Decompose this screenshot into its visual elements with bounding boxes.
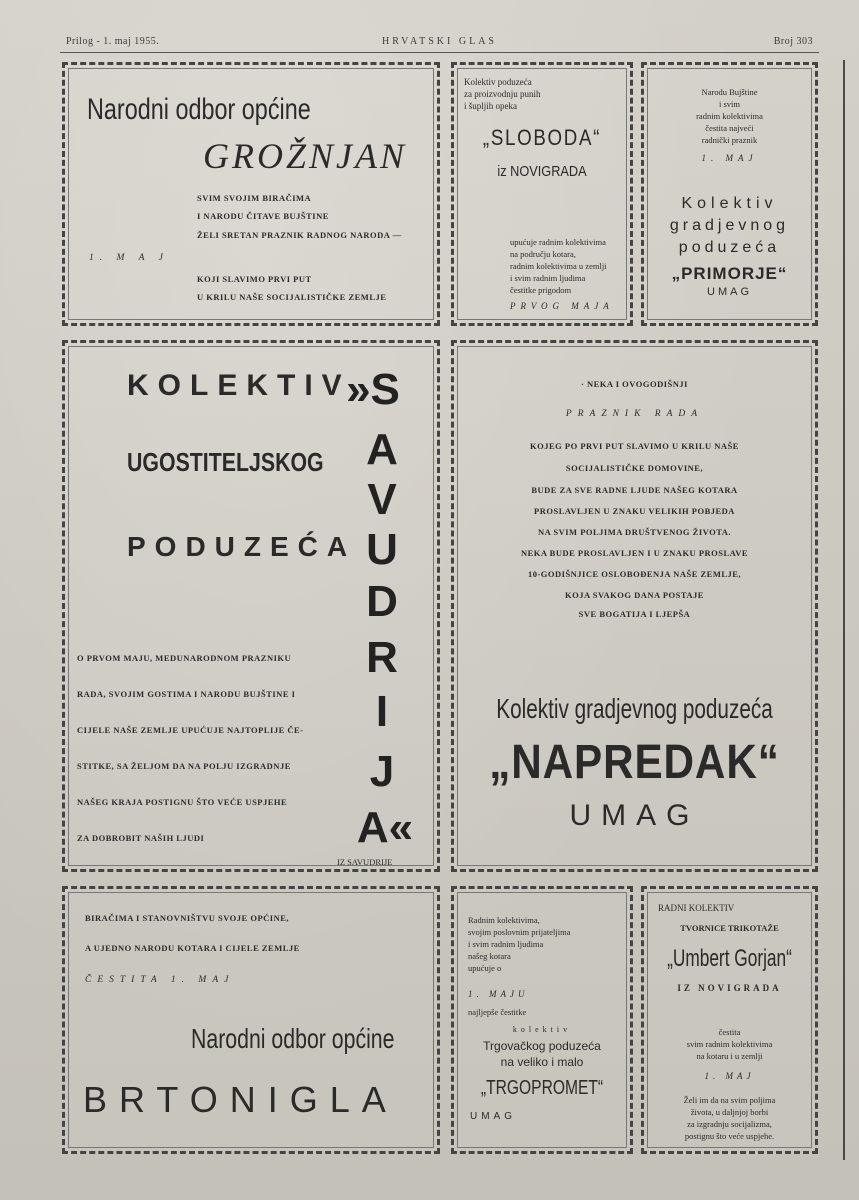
groznjan-heading: Narodni odbor općine [87,93,311,126]
gorjan-line-2: TVORNICE TRIKOTAŽE [680,923,779,933]
primorje-kolektiv-3: poduzeća [678,239,781,256]
sloboda-line-1: Kolektiv poduzeća [464,77,532,87]
savudrija-body-2: RADA, SVOJIM GOSTIMA I NARODU BUJŠTINE I [77,689,296,699]
brtonigla-town: BRTONIGLA [83,1079,398,1120]
ad-primorje [641,62,818,326]
gorjan-line-8: života, u daljnjoj borbi [690,1107,769,1117]
napredak-line-3: KOJEG PO PRVI PUT SLAVIMO U KRILU NAŠE [530,441,739,451]
savudrija-letter-r: R [366,633,398,682]
sloboda-body-4: i svim radnim ljudima [510,273,586,283]
brtonigla-body-2: A UJEDNO NARODU KOTARA I CIJELE ZEMLJE [85,943,300,953]
groznjan-date: 1. M A J [89,253,169,263]
napredak-line-7: NA SVIM POLJIMA DRUŠTVENOG ŽIVOTA. [537,527,732,537]
napredak-line-5: BUDE ZA SVE RADNE LJUDE NAŠEG KOTARA [531,485,738,495]
savudrija-body-4: STITKE, SA ŽELJOM DA NA POLJU IZGRADNJE [77,761,291,771]
trgopromet-line-4: našeg kotara [468,951,511,961]
savudrija-title-2: UGOSTITELJSKOG [127,447,324,477]
napredak-line-6: PROSLAVLJEN U ZNAKU VELIKIH POBJEDA [534,506,735,516]
issue-number: Broj 303 [773,36,813,47]
gorjan-line-9: za izgradnju socijalizma, [687,1119,772,1129]
newspaper-title: HRVATSKI GLAS [382,36,497,47]
napredak-kolektiv: Kolektiv gradjevnog poduzeća [496,693,773,724]
groznjan-text-1: SVIM SVOJIM BIRAČIMA [197,193,312,203]
gorjan-line-1: RADNI KOLEKTIV [658,903,735,913]
sloboda-date: PRVOG MAJA [510,301,614,311]
gorjan-city: IZ NOVIGRADA [677,983,782,993]
trgopromet-line-2: svojim poslovnim prijateljima [468,927,571,937]
header-rule [60,52,819,53]
primorje-kolektiv-1: Kolektiv [681,195,778,212]
primorje-name: „PRIMORJE“ [671,264,788,283]
right-edge-rule [843,60,845,1160]
ad-brtonigla [62,886,440,1154]
groznjan-text-4: KOJI SLAVIMO PRVI PUT [197,274,312,284]
brtonigla-heading: Narodni odbor općine [191,1023,395,1054]
sloboda-line-3: i šupljih opeka [464,101,517,111]
savudrija-letter-s: »S [346,365,400,414]
napredak-line-11: SVE BOGATIJA I LJEPŠA [578,609,691,619]
savudrija-body-6: ZA DOBROBIT NAŠIH LJUDI [77,833,205,843]
savudrija-letter-v: V [367,475,397,524]
savudrija-letter-u: U [366,525,398,574]
sloboda-body-2: na području kotara, [510,249,576,259]
brtonigla-body-1: BIRAČIMA I STANOVNIŠTVU SVOJE OPĆINE, [85,913,290,923]
ad-trgopromet [451,886,633,1154]
trgopromet-line-8: kolektiv [512,1025,572,1034]
ad-sloboda [451,62,633,326]
sloboda-city: iz NOVIGRADA [497,163,587,180]
ad-savudrija [62,340,440,872]
primorje-line-1: Narodu Bujštine [701,87,758,97]
savudrija-letter-j: J [369,747,395,796]
savudrija-title-3: PODUZEĆA [127,531,357,562]
primorje-city: UMAG [707,286,752,298]
trgopromet-line-7: najljepše čestitke [468,1007,527,1017]
savudrija-title-1: KOLEKTIV [127,369,351,402]
ad-napredak [451,340,818,872]
gorjan-line-10: postignu što veće uspjehe. [684,1131,775,1141]
trgopromet-line-10: na veliko i malo [500,1055,584,1069]
napredak-line-9: 10-GODIŠNJICE OSLOBOĐENJA NAŠE ZEMLJE, [527,569,742,579]
napredak-line-2: PRAZNIK RADA [565,409,704,419]
trgopromet-line-9: Trgovačkog poduzeća [483,1039,601,1053]
primorje-line-2: i svim [718,99,741,109]
savudrija-letter-d: D [366,577,398,626]
napredak-city: UMAG [569,799,700,832]
sloboda-name: „SLOBODA“ [482,125,602,150]
primorje-line-5: radnički praznik [701,135,758,145]
masthead [66,36,813,52]
napredak-name: „NAPREDAK“ [489,736,780,789]
groznjan-text-2: I NARODU ČITAVE BUJŠTINE [197,211,329,221]
savudrija-body-1: O PRVOM MAJU, MEDUNARODNOM PRAZNIKU [77,653,292,663]
sloboda-body-3: radnim kolektivima u zemlji [510,261,607,271]
trgopromet-name: „TRGOPROMET“ [480,1077,604,1099]
primorje-line-4: čestita najveći [705,123,754,133]
napredak-line-4: SOCIJALISTIČKE DOMOVINE, [565,463,704,473]
napredak-line-8: NEKA BUDE PROSLAVLJEN I U ZNAKU PROSLAVE [520,548,749,558]
gorjan-line-7: Želi im da na svim poljima [683,1095,776,1105]
primorje-date: 1. MAJ [701,153,758,163]
trgopromet-line-3: i svim radnim ljudima [468,939,544,949]
sloboda-body-5: čestitke prigodom [510,285,572,295]
gorjan-line-3: čestita [718,1027,741,1037]
gorjan-name: „Umbert Gorjan“ [667,945,792,972]
savudrija-from: IZ SAVUDRIJE [337,857,393,867]
napredak-line-10: KOJA SVAKOG DANA POSTAJE [565,590,704,600]
trgopromet-line-1: Radnim kolektivima, [468,915,540,925]
gorjan-date: 1. MAJ [704,1071,755,1081]
brtonigla-body-3: ČESTITA 1. MAJ [85,975,235,985]
ad-groznjan [62,62,440,326]
ad-gorjan [641,886,818,1154]
trgopromet-line-5: upućuje o [468,963,502,973]
gorjan-line-4: svim radnim kolektivima [686,1039,773,1049]
groznjan-town: GROŽNJAN [203,136,407,176]
savudrija-letter-i: I [375,687,389,736]
savudrija-letter-a2: A« [356,803,414,852]
gorjan-line-5: na kotaru i u zemlji [696,1051,763,1061]
sloboda-body-1: upućuje radnim kolektivima [510,237,606,247]
trgopromet-date: 1. MAJU [468,989,529,999]
primorje-line-3: radnim kolektivima [696,111,763,121]
savudrija-letter-a: A [366,425,398,474]
savudrija-body-5: NAŠEG KRAJA POSTIGNU ŠTO VEĆE USPJEHE [77,797,288,807]
trgopromet-city: UMAG [470,1111,516,1122]
savudrija-body-3: CIJELE NAŠE ZEMLJE UPUĆUJE NAJTOPLIJE ČE- [77,725,304,735]
sloboda-line-2: za proizvodnju punih [464,89,541,99]
groznjan-text-3: ŽELI SRETAN PRAZNIK RADNOG NARODA — [197,230,402,240]
issue-date: Prilog - 1. maj 1955. [66,36,160,47]
napredak-line-1: · NEKA I OVOGODIŠNJI [581,379,688,389]
primorje-kolektiv-2: gradjevnog [669,217,790,234]
groznjan-text-5: U KRILU NAŠE SOCIJALISTIČKE ZEMLJE [197,292,387,302]
